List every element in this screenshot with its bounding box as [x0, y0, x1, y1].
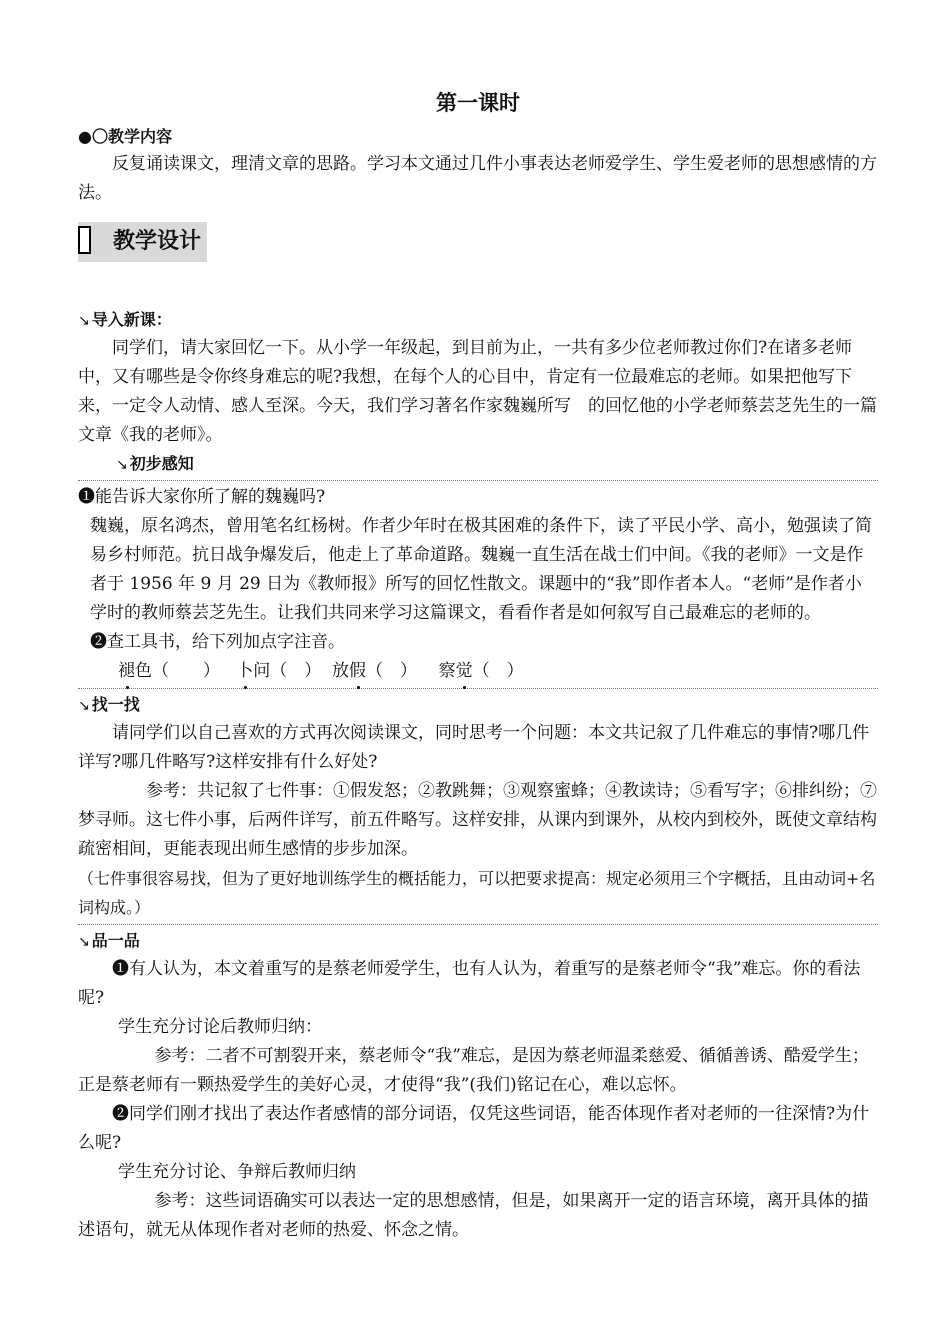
content-heading: ●〇教学内容 — [78, 127, 172, 146]
pinyin-words — [78, 657, 878, 686]
intro-paragraph: 同学们，请大家回忆一下。从小学一年级起，到目前为止，一共有多少位老师教过你们?在诸多老师中，又有哪些是令你终身难忘的呢?我想，在每个人的心目中，肯定有一位最难忘的老师。如果把他写下来，一定令人动情、感人至深。今天，我们学习著名作家魏巍所写 的回忆他的小学老师蔡芸芝先生的一篇文章《我的老师》。 — [78, 338, 877, 445]
taste-summary-1: 学生充分讨论后教师归纳： — [118, 1017, 322, 1037]
content-paragraph: 反复诵读课文，理清文章的思路。学习本文通过几件小事表达老师爱学生、学生爱老师的思想感情的方法。 — [78, 154, 877, 203]
intro-heading: ↘ 导入新课： — [78, 310, 172, 329]
page-title: 第一课时 — [436, 90, 520, 115]
taste-question-2: ❷同学们刚才找出了表达作者感情的部分词语，仅凭这些词语，能否体现作者对老师的一往深情?为什么呢? — [78, 1104, 870, 1153]
arrow-icon: ↘ — [78, 698, 90, 714]
word-item: 察觉（ ） — [439, 661, 524, 681]
bracket-icon — [78, 226, 91, 254]
taste-reference-2: 参考：这些词语确实可以表达一定的思想感情，但是，如果离开一定的语言环境，离开具体的描述语句，就无从体现作者对老师的热爱、怀念之情。 — [78, 1191, 869, 1240]
document-page — [78, 86, 878, 1245]
taste-heading: ↘ 品一品 — [78, 931, 140, 950]
word-item: 褪色（ ） — [118, 661, 220, 681]
find-reference: 参考：共记叙了七件事：①假发怒；②教跳舞；③观察蜜蜂；④教读诗；⑤看写字；⑥排纠纷；⑦梦寻师。这七件小事，后两件详写，前五件略写。这样安排，从课内到课外，从校内到校外，既使文章结构疏密相间，更能表现出师生感情的步步加深。 — [78, 781, 877, 859]
taste-summary-2: 学生充分讨论、争辩后教师归纳 — [118, 1162, 356, 1182]
perceive-question-1: ❶能告诉大家你所了解的魏巍吗? — [78, 487, 326, 507]
arrow-icon: ↘ — [116, 457, 128, 473]
divider — [78, 924, 878, 925]
divider — [78, 688, 878, 689]
find-note: （七件事很容易找，但为了更好地训练学生的概括能力，可以把要求提高：规定必须用三个字概括，且由动词+名词构成。） — [78, 869, 876, 917]
arrow-icon: ↘ — [78, 313, 90, 329]
find-heading: ↘ 找一找 — [78, 695, 140, 714]
perceive-question-2: ❷查工具书，给下列加点字注音。 — [90, 632, 345, 652]
perceive-heading: ↘ 初步感知 — [116, 454, 194, 473]
find-paragraph: 请同学们以自己喜欢的方式再次阅读课文，同时思考一个问题：本文共记叙了几件难忘的事情?哪几件详写?哪几件略写?这样安排有什么好处? — [78, 723, 870, 772]
word-item: 放假（ ） — [332, 661, 417, 681]
arrow-icon: ↘ — [78, 934, 90, 950]
word-item: 卜问（ ） — [236, 661, 321, 681]
taste-reference-1: 参考：二者不可割裂开来，蔡老师令“我”难忘，是因为蔡老师温柔慈爱、循循善诱、酷爱学生；正是蔡老师有一颗热爱学生的美好心灵，才使得“我”(我们)铭记在心，难以忘怀。 — [78, 1046, 869, 1095]
taste-question-1: ❶有人认为，本文着重写的是蔡老师爱学生，也有人认为，着重写的是蔡老师令“我”难忘。你的看法呢? — [78, 959, 861, 1008]
perceive-answer-1: 魏巍，原名鸿杰，曾用笔名红杨树。作者少年时在极其困难的条件下，读了平民小学、高小，勉强读了简易乡村师范。抗日战争爆发后，他走上了革命道路。魏巍一直生活在战士们中间。《我的老师》一文是作者于 1956 年 9 月 29 日为《教师报》所写的回忆性散文。课题中的“我”即作者本人。“老师”是作者小学时的教师蔡芸芝先生。让我们共同来学习这篇课文，看看作者是如何叙写自己最难忘的老师的。 — [90, 516, 872, 623]
design-label: 教学设计 — [113, 229, 202, 254]
divider — [78, 480, 878, 481]
design-banner — [78, 222, 207, 262]
